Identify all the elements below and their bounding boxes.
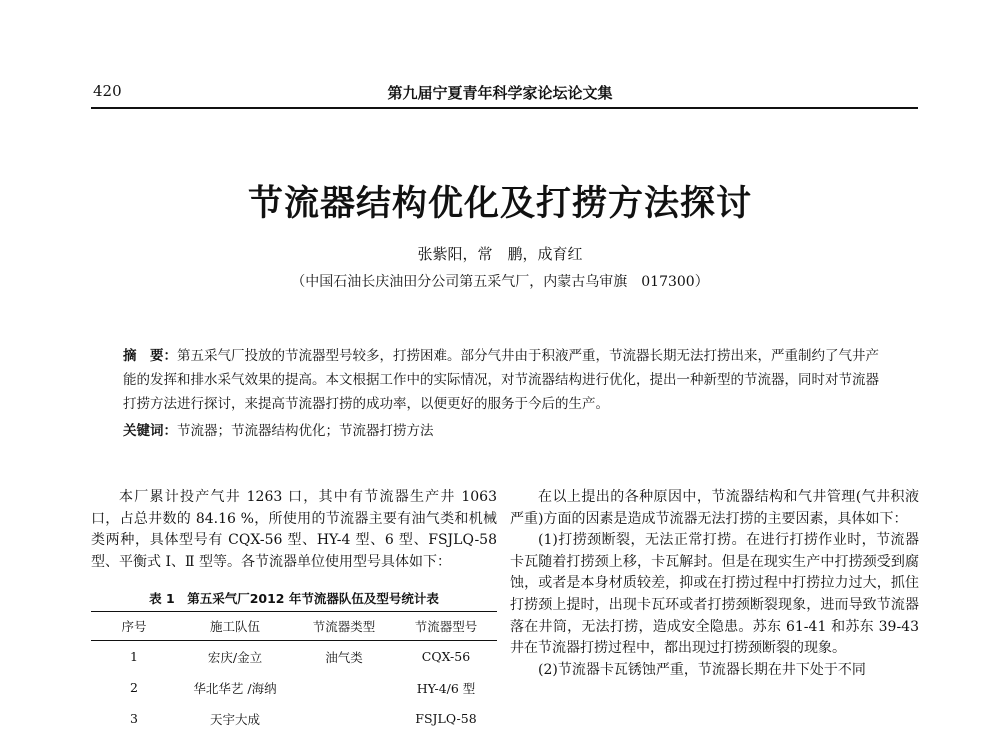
table-header-cell: 节流器类型: [293, 612, 395, 641]
table-cell: 3: [130, 711, 138, 726]
body-left-column: [91, 487, 497, 573]
authors: 张紫阳，常 鹏，成育红: [417, 245, 583, 263]
body-paragraph: (1)打捞颈断裂，无法正常打捞。在进行打捞作业时，节流器卡瓦随着打捞颈上移，卡瓦解封。但是在现实生产中打捞颈受到腐蚀，或者是本身材质较差，抑或在打捞过程中打捞拉力过大，抓住打捞颈上提时，出现卡瓦环或者打捞颈断裂现象，进而导致节流器落在井筒，无法打捞，造成安全隐患。苏东 61-41 和苏东 39-43 井在节流器打捞过程中，都出现过打捞颈断裂的现象。: [510, 532, 919, 657]
abstract-label: 摘 要：: [123, 348, 177, 364]
body-paragraph: 在以上提出的各种原因中，节流器结构和气井管理(气井积液严重)方面的因素是造成节流器无法打捞的主要因素，具体如下：: [510, 489, 919, 527]
table-row: [91, 641, 497, 673]
paper-title: 节流器结构优化及打捞方法探讨: [247, 183, 752, 224]
keywords-label: 关键词：: [123, 423, 177, 439]
table-header-row: [91, 612, 497, 641]
table-cell: CQX-56: [421, 649, 471, 664]
table-cell: 1: [130, 649, 138, 664]
abstract: [123, 344, 885, 416]
body-right-column: [510, 487, 919, 681]
page-number: 420: [93, 82, 122, 100]
keywords-text: 节流器；节流器结构优化；节流器打捞方法: [177, 423, 434, 439]
table-caption: 表 1 第五采气厂2012 年节流器队伍及型号统计表: [149, 591, 439, 606]
abstract-text: 第五采气厂投放的节流器型号较多，打捞困难。部分气井由于积液严重，节流器长期无法打捞出来，严重制约了气井产能的发挥和排水采气效果的提高。本文根据工作中的实际情况，对节流器结构进行优化，提出一种新型的节流器，同时对节流器打捞方法进行探讨，来提高节流器打捞的成功率，以便更好的服务于今后的生产。: [123, 348, 879, 412]
table-header-cell: 节流器型号: [395, 612, 497, 641]
table-cell: HY-4/6 型: [416, 680, 476, 696]
table-header-cell: 序号: [91, 612, 177, 641]
table-cell: 油气类: [325, 649, 363, 665]
keywords: [123, 419, 885, 439]
running-head: 第九届宁夏青年科学家论坛论文集: [387, 84, 613, 102]
table-cell: [293, 703, 395, 734]
table-row: [91, 672, 497, 703]
table-header-cell: 施工队伍: [177, 612, 293, 641]
table-cell: 华北华艺 /海纳: [193, 680, 277, 696]
body-paragraph: (2)节流器卡瓦锈蚀严重，节流器长期在井下处于不同: [538, 661, 866, 678]
team-table: [91, 611, 497, 734]
table-row: [91, 703, 497, 734]
table-cell: [293, 672, 395, 703]
affiliation: （中国石油长庆油田分公司第五采气厂，内蒙古乌审旗 017300）: [291, 274, 709, 290]
table-cell: 天宇大成: [209, 711, 260, 727]
table-cell: FSJLQ-58: [415, 711, 477, 726]
table-cell: 2: [130, 680, 138, 695]
table-cell: 宏庆/金立: [207, 649, 263, 665]
header-rule: [91, 107, 918, 109]
intro-paragraph: 本厂累计投产气井 1263 口，其中有节流器生产井 1063 口，占总井数的 84.16 %，所使用的节流器主要有油气类和机械类两种，具体型号有 CQX-56 型、HY-4 型、6 型、FSJLQ-58 型、平衡式 Ⅰ、Ⅱ 型等。各节流器单位使用型号具体如下：: [91, 489, 497, 570]
